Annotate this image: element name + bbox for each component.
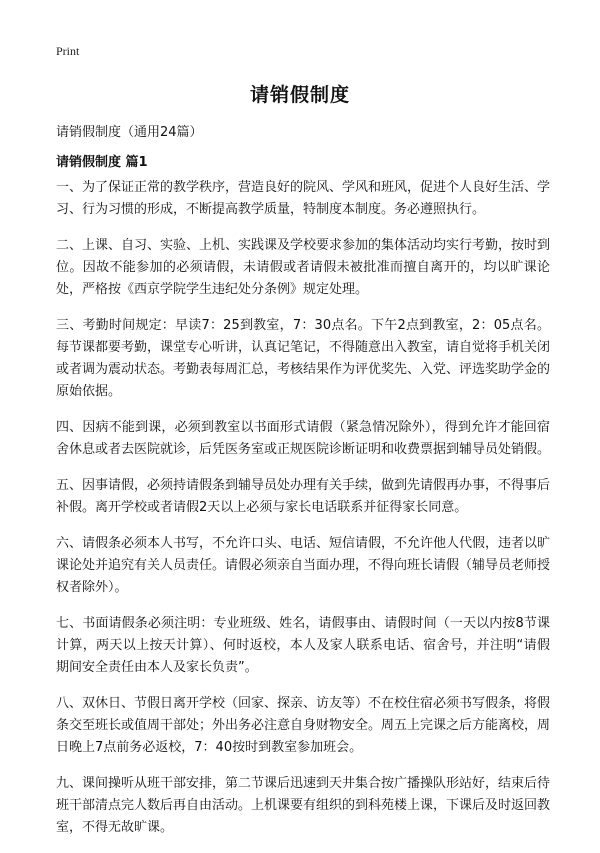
section-heading: 请销假制度 篇1 bbox=[56, 155, 148, 170]
paragraph-5: 五、因事请假，必须持请假条到辅导员处办理有关手续，做到先请假再办事，不得事后补假。离开学校或者请假2天以上必须与家长电话联系并征得家长同意。 bbox=[56, 478, 551, 515]
document-body bbox=[56, 177, 550, 853]
paragraph-8: 八、双休日、节假日离开学校（回家、探亲、访友等）不在校住宿必须书写假条，将假条交至班长或值周干部处；外出务必注意自身财物安全。周五上完课之后方能离校，周日晚上7点前务必返校，7：40按时到教室参加班会。 bbox=[56, 696, 551, 755]
paragraph-9: 九、课间操听从班干部安排，第二节课后迅速到天井集合按广播操队形站好，结束后待班干部清点完人数后再自由活动。上机课要有组织的到科苑楼上课，下课后及时返回教室，不得无故旷课。 bbox=[56, 776, 551, 835]
paragraph-2: 二、上课、自习、实验、上机、实践课及学校要求参加的集体活动均实行考勤，按时到位。因故不能参加的必须请假，未请假或者请假未被批准而擅自离开的，均以旷课论处，严格按《西京学院学生违纪处分条例》规定处理。 bbox=[56, 238, 551, 297]
paragraph-4: 四、因病不能到课，必须到教室以书面形式请假（紧急情况除外），得到允许才能回宿舍休息或者去医院就诊，后凭医务室或正规医院诊断证明和收费票据到辅导员处销假。 bbox=[56, 420, 551, 457]
page-title: 请销假制度 bbox=[249, 84, 350, 106]
document-subtitle: 请销假制度（通用24篇） bbox=[56, 125, 203, 140]
paragraph-1: 一、为了保证正常的教学秩序，营造良好的院风、学风和班风，促进个人良好生活、学习、行为习惯的形成，不断提高教学质量，特制度本制度。务必遵照执行。 bbox=[56, 180, 551, 217]
paragraph-6: 六、请假条必须本人书写，不允许口头、电话、短信请假，不允许他人代假，违者以旷课论处并追究有关人员责任。请假必须亲自当面办理，不得向班长请假（辅导员老师授权者除外）。 bbox=[56, 536, 551, 595]
print-link[interactable]: Print bbox=[56, 44, 80, 58]
paragraph-7: 七、书面请假条必须注明：专业班级、姓名，请假事由、请假时间（一天以内按8节课计算，两天以上按天计算）、何时返校，本人及家人联系电话、宿舍号，并注明“请假期间安全责任由本人及家长负责”。 bbox=[56, 616, 550, 675]
paragraph-3: 三、考勤时间规定：早读7：25到教室，7：30点名。下午2点到教室，2：05点名。每节课都要考勤，课堂专心听讲，认真记笔记，不得随意出入教室，请自觉将手机关闭或者调为震动状态。考勤表每周汇总，考核结果作为评优奖先、入党、评选奖助学金的原始依据。 bbox=[56, 318, 551, 399]
